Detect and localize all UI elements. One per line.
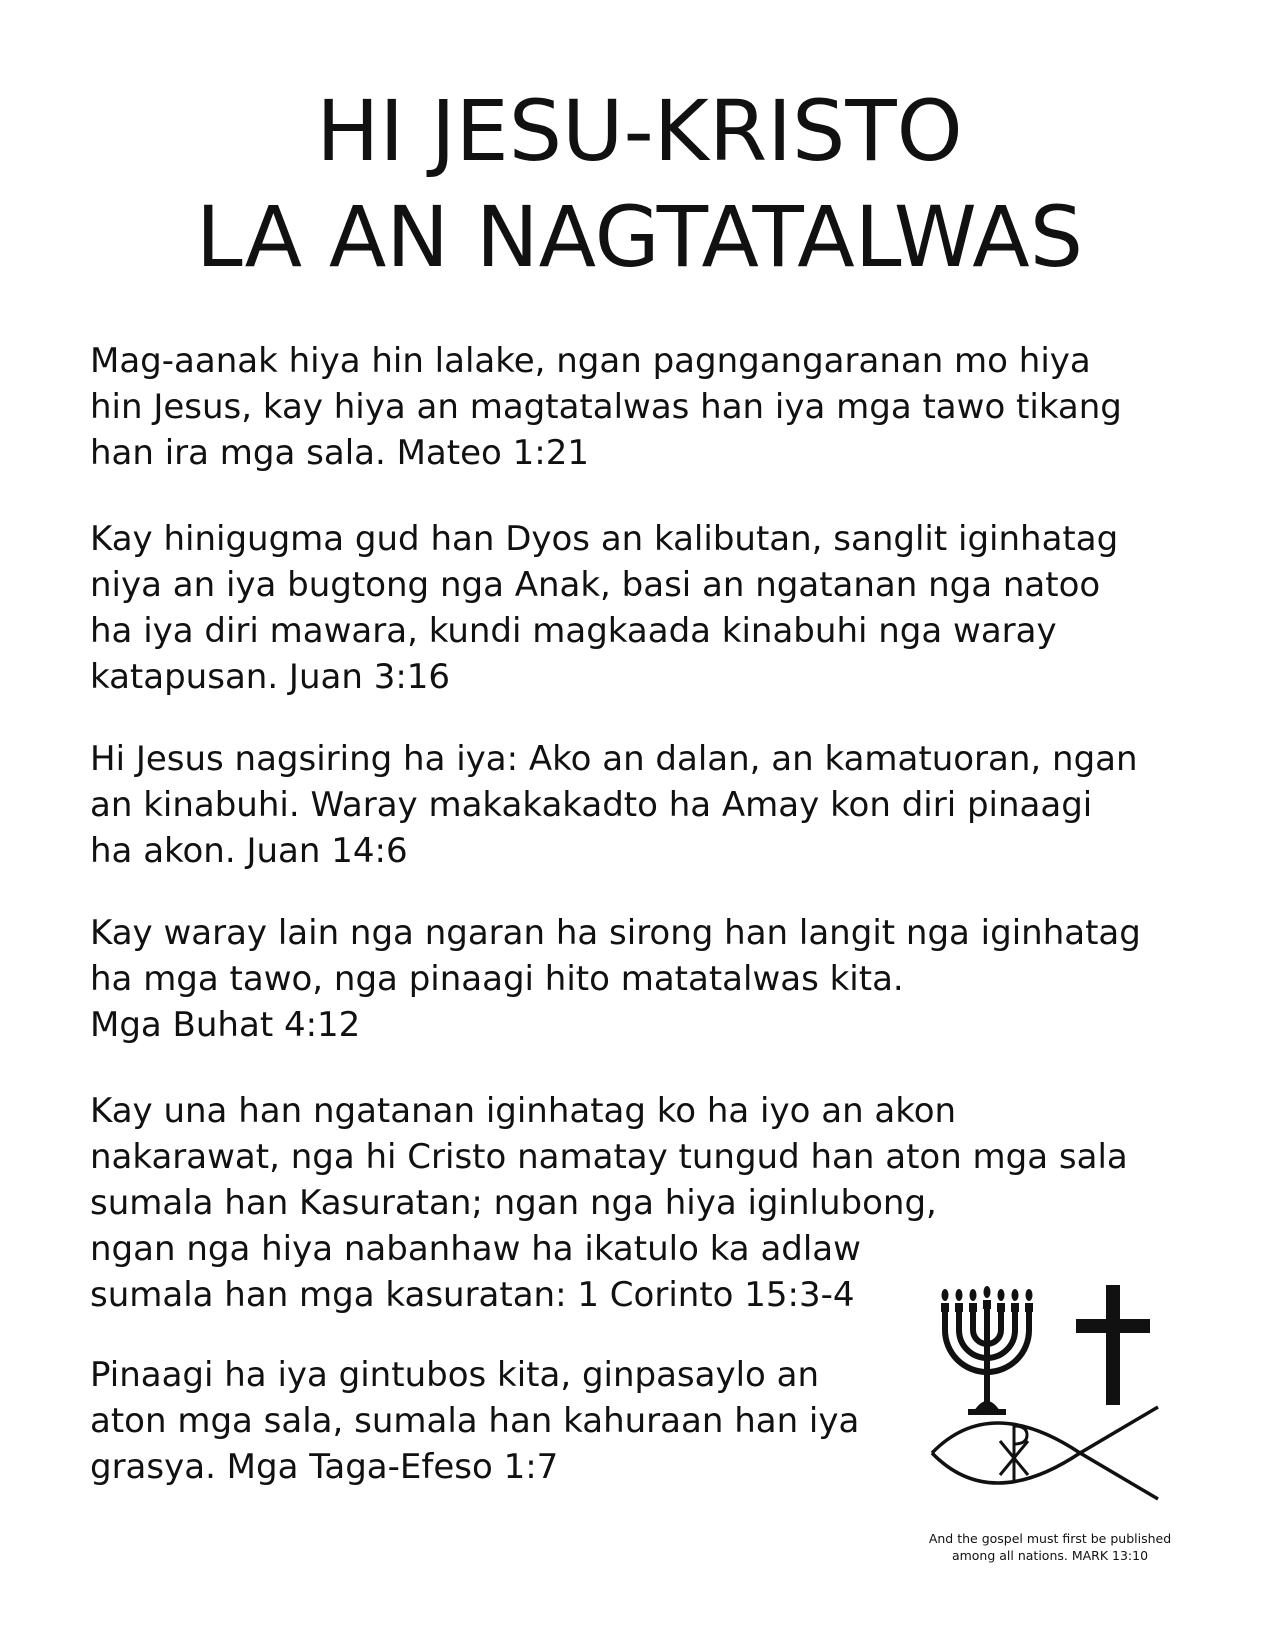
verse-line: Kay una han ngatanan iginhatag ko ha iyo an akon — [90, 1091, 957, 1131]
verse-1-corinto-15-3-4 — [90, 1088, 1128, 1318]
verse-juan-3-16 — [90, 516, 1118, 700]
verse-line: aton mga sala, sumala han kahuraan han iya — [90, 1401, 860, 1441]
title-line-1: HI JESU-KRISTO — [316, 82, 963, 180]
verse-line: nakarawat, nga hi Cristo namatay tungud han aton mga sala — [90, 1137, 1128, 1177]
verse-line: an kinabuhi. Waray makakakadto ha Amay kon diri pinaagi — [90, 785, 1093, 825]
verse-line: Hi Jesus nagsiring ha iya: Ako an dalan, an kamatuoran, ngan — [90, 739, 1138, 779]
caption-line: among all nations. MARK 13:10 — [951, 1548, 1149, 1563]
verse-line: Kay hinigugma gud han Dyos an kalibutan, sanglit iginhatag — [90, 519, 1119, 559]
verse-mga-buhat-4-12 — [90, 910, 1141, 1048]
caption-mark-13-10 — [900, 1530, 1200, 1564]
verse-line: ha iya diri mawara, kundi magkaada kinabuhi nga waray — [90, 611, 1057, 651]
verse-line: sumala han mga kasuratan: 1 Corinto 15:3-4 — [90, 1275, 855, 1315]
verse-line: ngan nga hiya nabanhaw ha ikatulo ka adlaw — [90, 1229, 861, 1269]
cross-icon — [1076, 1285, 1150, 1405]
verse-line: sumala han Kasuratan; ngan nga hiya iginlubong, — [90, 1183, 937, 1223]
page-title — [0, 78, 1279, 290]
verse-line: niya an iya bugtong nga Anak, basi an ngatanan nga natoo — [90, 565, 1101, 605]
verse-line: han ira mga sala. Mateo 1:21 — [90, 433, 589, 473]
verse-line: ha mga tawo, nga pinaagi hito matatalwas kita. — [90, 959, 904, 999]
verse-line: hin Jesus, kay hiya an magtatalwas han iya mga tawo tikang — [90, 387, 1122, 427]
verse-juan-14-6 — [90, 736, 1138, 874]
verse-line: Mag-aanak hiya hin lalake, ngan pagngangaranan mo hiya — [90, 341, 1091, 381]
menorah-icon — [941, 1286, 1033, 1415]
verse-mateo-1-21 — [90, 338, 1122, 476]
caption-line: And the gospel must first be published — [928, 1531, 1172, 1546]
verse-line: Kay waray lain nga ngaran ha sirong han langit nga iginhatag — [90, 913, 1141, 953]
title-line-2: LA AN NAGTATALWAS — [195, 188, 1084, 286]
ichthys-chi-rho-icon — [932, 1407, 1158, 1499]
verse-line: katapusan. Juan 3:16 — [90, 657, 451, 697]
verse-line: Pinaagi ha iya gintubos kita, ginpasaylo an — [90, 1355, 820, 1395]
verse-line: ha akon. Juan 14:6 — [90, 831, 408, 871]
verse-line: Mga Buhat 4:12 — [90, 1005, 361, 1045]
religious-symbols — [930, 1285, 1190, 1515]
verse-efeso-1-7 — [90, 1352, 859, 1490]
verse-line: grasya. Mga Taga-Efeso 1:7 — [90, 1447, 559, 1487]
